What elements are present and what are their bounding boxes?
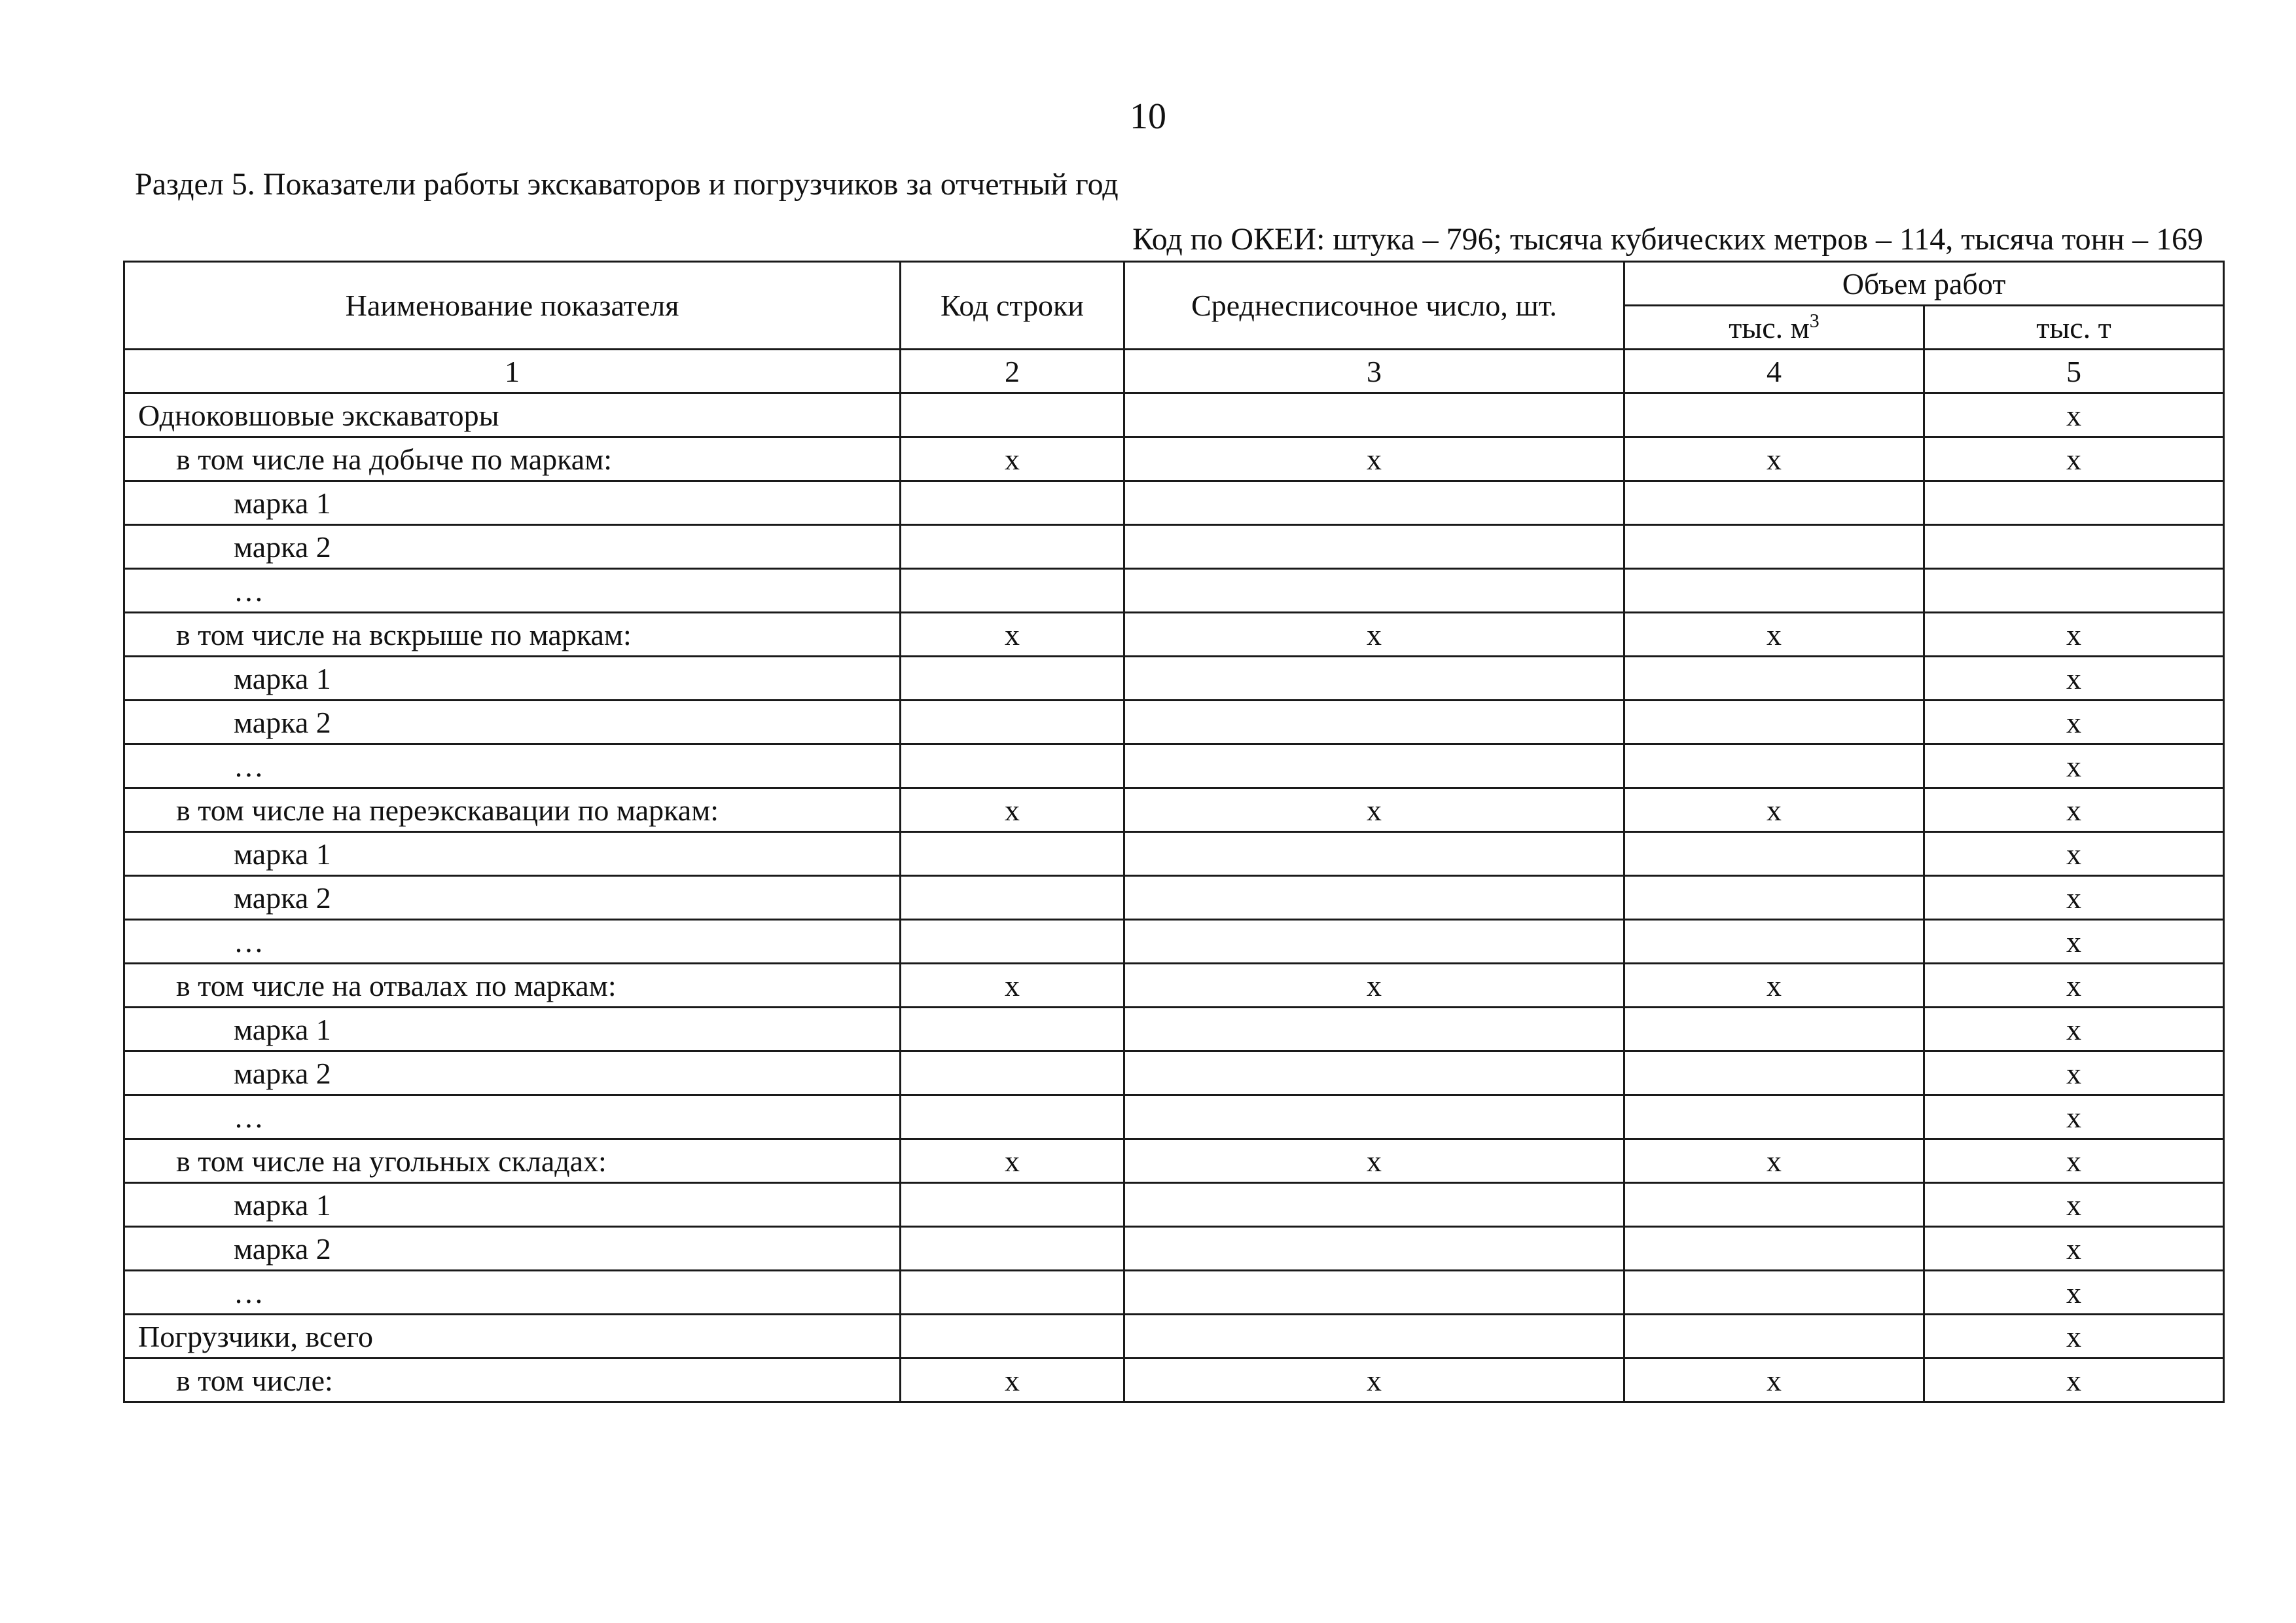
row-volume-t-cell: x <box>1924 1051 2224 1095</box>
row-code-cell <box>901 876 1124 920</box>
table-row <box>124 788 2224 832</box>
row-volume-t-cell: x <box>1924 1139 2224 1183</box>
row-code-cell <box>901 1271 1124 1315</box>
row-name: марка 2 <box>124 1227 901 1271</box>
row-volume-m3-cell: x <box>1624 1359 1924 1402</box>
row-volume-m3-cell <box>1624 657 1924 701</box>
column-number: 2 <box>901 350 1124 393</box>
row-code-cell <box>901 1095 1124 1139</box>
header-name: Наименование показателя <box>124 262 901 350</box>
table-row <box>124 920 2224 964</box>
row-name: … <box>124 569 901 613</box>
row-code-cell: x <box>901 1139 1124 1183</box>
row-volume-t-cell: x <box>1924 657 2224 701</box>
row-volume-t-cell: x <box>1924 613 2224 657</box>
row-name: … <box>124 1095 901 1139</box>
column-number: 3 <box>1124 350 1624 393</box>
table-row <box>124 481 2224 525</box>
row-name: Одноковшовые экскаваторы <box>124 393 901 437</box>
row-code-cell <box>901 1227 1124 1271</box>
table-row <box>124 1095 2224 1139</box>
page-number: 10 <box>1130 96 1166 137</box>
row-name: марка 1 <box>124 1183 901 1227</box>
row-avg-count-cell <box>1124 481 1624 525</box>
row-volume-m3-cell <box>1624 1051 1924 1095</box>
excavator-indicators-table <box>123 261 2225 1403</box>
row-name: в том числе: <box>124 1359 901 1402</box>
row-volume-t-cell: x <box>1924 701 2224 744</box>
header-code: Код строки <box>901 262 1124 350</box>
row-volume-t-cell <box>1924 525 2224 569</box>
row-code-cell <box>901 569 1124 613</box>
row-avg-count-cell <box>1124 1051 1624 1095</box>
row-volume-m3-cell <box>1624 1183 1924 1227</box>
row-code-cell <box>901 1183 1124 1227</box>
row-code-cell <box>901 1051 1124 1095</box>
row-volume-m3-cell <box>1624 393 1924 437</box>
row-volume-m3-cell <box>1624 1315 1924 1359</box>
row-avg-count-cell <box>1124 701 1624 744</box>
row-code-cell <box>901 744 1124 788</box>
row-name: в том числе на отвалах по маркам: <box>124 964 901 1008</box>
section-title: Раздел 5. Показатели работы экскаваторов и погрузчиков за отчетный год <box>135 167 1119 202</box>
header-volume: Объем работ <box>1624 262 2224 306</box>
row-volume-m3-cell <box>1624 481 1924 525</box>
row-name: Погрузчики, всего <box>124 1315 901 1359</box>
row-name: марка 2 <box>124 1051 901 1095</box>
row-volume-m3-cell: x <box>1624 613 1924 657</box>
row-code-cell: x <box>901 788 1124 832</box>
row-name: марка 1 <box>124 832 901 876</box>
table-row <box>124 1008 2224 1051</box>
row-volume-t-cell: x <box>1924 1095 2224 1139</box>
row-volume-m3-cell <box>1624 569 1924 613</box>
row-avg-count-cell: x <box>1124 613 1624 657</box>
table-row <box>124 1183 2224 1227</box>
row-name: в том числе на добыче по маркам: <box>124 437 901 481</box>
row-avg-count-cell <box>1124 1183 1624 1227</box>
row-volume-t-cell: x <box>1924 1359 2224 1402</box>
row-avg-count-cell <box>1124 1095 1624 1139</box>
row-volume-t-cell: x <box>1924 876 2224 920</box>
row-code-cell <box>901 920 1124 964</box>
row-volume-t-cell: x <box>1924 832 2224 876</box>
row-avg-count-cell: x <box>1124 437 1624 481</box>
row-avg-count-cell: x <box>1124 1139 1624 1183</box>
row-code-cell: x <box>901 437 1124 481</box>
row-code-cell: x <box>901 964 1124 1008</box>
row-name: марка 1 <box>124 481 901 525</box>
row-avg-count-cell <box>1124 393 1624 437</box>
row-volume-t-cell: x <box>1924 920 2224 964</box>
row-code-cell <box>901 1315 1124 1359</box>
row-avg-count-cell <box>1124 525 1624 569</box>
row-name: … <box>124 1271 901 1315</box>
row-avg-count-cell: x <box>1124 1359 1624 1402</box>
table-row <box>124 964 2224 1008</box>
table-row <box>124 525 2224 569</box>
column-number: 5 <box>1924 350 2224 393</box>
row-avg-count-cell <box>1124 744 1624 788</box>
row-avg-count-cell <box>1124 832 1624 876</box>
row-name: марка 1 <box>124 657 901 701</box>
row-name: в том числе на угольных складах: <box>124 1139 901 1183</box>
table-row <box>124 1139 2224 1183</box>
row-code-cell <box>901 525 1124 569</box>
row-avg-count-cell: x <box>1124 788 1624 832</box>
row-volume-m3-cell <box>1624 1271 1924 1315</box>
table-row <box>124 613 2224 657</box>
header-volume-m3-sup: 3 <box>1809 310 1820 332</box>
row-avg-count-cell <box>1124 1315 1624 1359</box>
row-name: в том числе на вскрыше по маркам: <box>124 613 901 657</box>
row-volume-m3-cell <box>1624 876 1924 920</box>
okei-code: Код по ОКЕИ: штука – 796; тысяча кубических метров – 114, тысяча тонн – 169 <box>1132 222 2203 257</box>
table-row <box>124 1315 2224 1359</box>
row-volume-t-cell: x <box>1924 964 2224 1008</box>
row-name: марка 1 <box>124 1008 901 1051</box>
row-volume-m3-cell <box>1624 832 1924 876</box>
row-name: … <box>124 920 901 964</box>
row-volume-t-cell: x <box>1924 1183 2224 1227</box>
row-name: марка 2 <box>124 525 901 569</box>
row-avg-count-cell <box>1124 569 1624 613</box>
row-avg-count-cell: x <box>1124 964 1624 1008</box>
row-name: марка 2 <box>124 876 901 920</box>
row-volume-m3-cell: x <box>1624 964 1924 1008</box>
row-volume-m3-cell <box>1624 525 1924 569</box>
column-numbers-row <box>124 350 2224 393</box>
row-code-cell <box>901 393 1124 437</box>
row-avg-count-cell <box>1124 657 1624 701</box>
row-code-cell <box>901 481 1124 525</box>
row-name: … <box>124 744 901 788</box>
row-volume-m3-cell <box>1624 1095 1924 1139</box>
column-number: 1 <box>124 350 901 393</box>
row-volume-m3-cell <box>1624 1008 1924 1051</box>
row-code-cell: x <box>901 613 1124 657</box>
row-avg-count-cell <box>1124 876 1624 920</box>
header-volume-m3 <box>1624 306 1924 350</box>
header-avg-count: Среднесписочное число, шт. <box>1124 262 1624 350</box>
row-volume-t-cell <box>1924 481 2224 525</box>
table-row <box>124 876 2224 920</box>
row-volume-m3-cell <box>1624 701 1924 744</box>
row-code-cell <box>901 701 1124 744</box>
row-volume-m3-cell: x <box>1624 437 1924 481</box>
table-row <box>124 832 2224 876</box>
table-row <box>124 744 2224 788</box>
table-row <box>124 437 2224 481</box>
table-row <box>124 657 2224 701</box>
row-volume-t-cell: x <box>1924 744 2224 788</box>
row-avg-count-cell <box>1124 1271 1624 1315</box>
row-name: марка 2 <box>124 701 901 744</box>
table-row <box>124 569 2224 613</box>
table-row <box>124 393 2224 437</box>
row-volume-t-cell: x <box>1924 788 2224 832</box>
table-row <box>124 701 2224 744</box>
row-volume-t-cell: x <box>1924 437 2224 481</box>
header-volume-m3-label: тыс. м <box>1729 310 1810 344</box>
row-volume-t-cell <box>1924 569 2224 613</box>
row-avg-count-cell <box>1124 1008 1624 1051</box>
row-name: в том числе на переэкскавации по маркам: <box>124 788 901 832</box>
row-code-cell <box>901 832 1124 876</box>
row-volume-t-cell: x <box>1924 1315 2224 1359</box>
row-code-cell <box>901 1008 1124 1051</box>
row-volume-m3-cell: x <box>1624 1139 1924 1183</box>
table-row <box>124 1359 2224 1402</box>
column-number: 4 <box>1624 350 1924 393</box>
row-volume-t-cell: x <box>1924 1227 2224 1271</box>
row-code-cell: x <box>901 1359 1124 1402</box>
row-volume-m3-cell <box>1624 920 1924 964</box>
table-row <box>124 1227 2224 1271</box>
row-volume-t-cell: x <box>1924 1008 2224 1051</box>
row-volume-t-cell: x <box>1924 1271 2224 1315</box>
row-volume-m3-cell <box>1624 1227 1924 1271</box>
row-volume-t-cell: x <box>1924 393 2224 437</box>
table-row <box>124 1051 2224 1095</box>
row-avg-count-cell <box>1124 920 1624 964</box>
row-code-cell <box>901 657 1124 701</box>
table-header-row <box>124 262 2224 306</box>
row-volume-m3-cell <box>1624 744 1924 788</box>
header-volume-t: тыс. т <box>1924 306 2224 350</box>
row-avg-count-cell <box>1124 1227 1624 1271</box>
table-row <box>124 1271 2224 1315</box>
row-volume-m3-cell: x <box>1624 788 1924 832</box>
